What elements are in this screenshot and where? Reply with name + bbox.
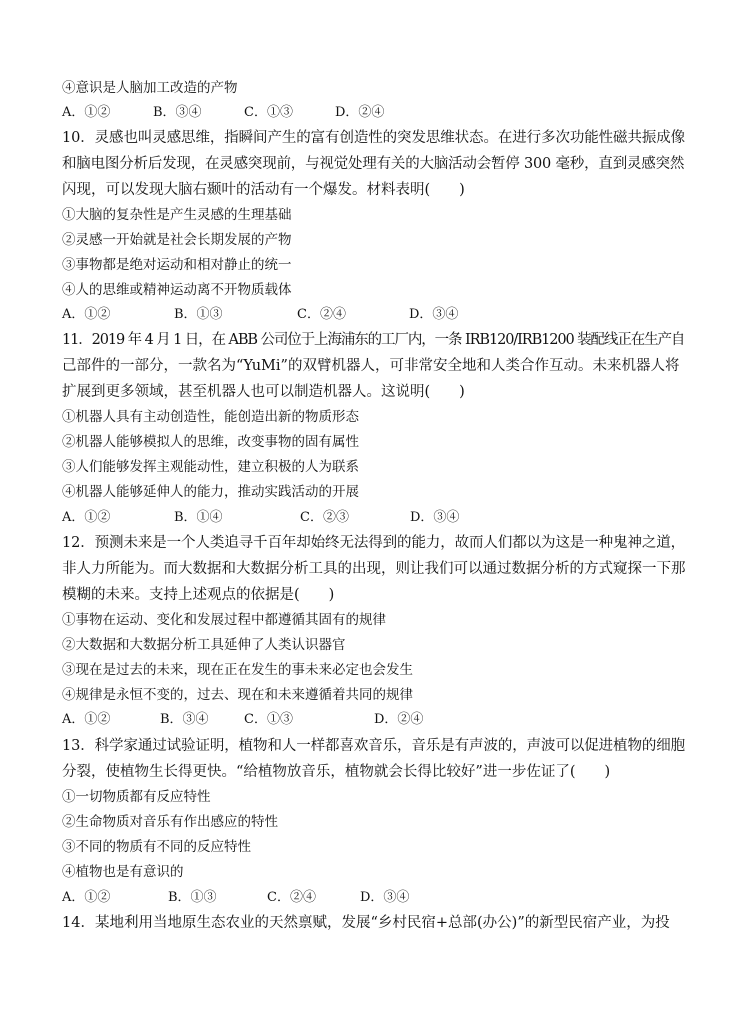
q9-option-c: C．①③	[244, 105, 293, 120]
q10-item-4: ④人的思维或精神运动离不开物质载体	[62, 282, 292, 298]
q14-stem-line-1: 14．某地利用当地原生态农业的天然禀赋，发展“乡村民宿+总部(办公)”的新型民宿产业，为投	[62, 915, 670, 931]
q9-option-b: B．③④	[153, 105, 202, 120]
q12-stem-line-1: 12．预测未来是一个人类追寻千百年却始终无法得到的能力，故而人们都以为这是一种鬼神之道，	[62, 535, 686, 551]
q12-option-a: A．①②	[62, 712, 111, 727]
q11-option-d: D．③④	[410, 510, 460, 525]
q13-item-3: ③不同的物质有不同的反应特性	[62, 839, 251, 855]
q11-stem-line-3: 扩展到更多领域，甚至机器人也可以制造机器人。这说明( )	[62, 384, 465, 400]
q13-option-c: C．②④	[267, 890, 316, 905]
q9-option-a: A．①②	[62, 105, 111, 120]
q11-item-1: ①机器人具有主动创造性，能创造出新的物质形态	[62, 409, 359, 425]
q11-option-a: A．①②	[62, 510, 111, 525]
q13-stem-line-1: 13．科学家通过试验证明，植物和人一样都喜欢音乐，音乐是有声波的，声波可以促进植物的细胞	[62, 738, 686, 754]
q10-option-b: B．①③	[174, 307, 223, 322]
q10-stem-line-1: 10．灵感也叫灵感思维，指瞬间产生的富有创造性的突发思维状态。在进行多次功能性磁共振成像	[62, 130, 686, 146]
q11-item-4: ④机器人能够延伸人的能力，推动实践活动的开展	[62, 484, 359, 500]
q10-stem-line-2: 和脑电图分析后发现，在灵感突现前，与视觉处理有关的大脑活动会暂停 300 毫秒，直到灵感突然	[62, 156, 685, 172]
q11-stem-line-2: 己部件的一部分，一款名为“YuMi”的双臂机器人，可非常安全地和人类合作互动。未来机器人将	[62, 358, 680, 374]
q13-item-4: ④植物也是有意识的	[62, 864, 184, 880]
q12-item-1: ①事物在运动、变化和发展过程中都遵循其固有的规律	[62, 612, 386, 628]
q12-item-4: ④规律是永恒不变的，过去、现在和未来遵循着共同的规律	[62, 687, 413, 703]
q11-option-b: B．①④	[174, 510, 223, 525]
q12-option-d: D．②④	[374, 712, 424, 727]
q11-item-3: ③人们能够发挥主观能动性，建立积极的人为联系	[62, 459, 359, 475]
q10-item-3: ③事物都是绝对运动和相对静止的统一	[62, 257, 292, 273]
q12-stem-line-2: 非人力所能为。而大数据和大数据分析工具的出现，则让我们可以通过数据分析的方式窥探一下那	[62, 561, 686, 577]
q13-item-2: ②生命物质对音乐有作出感应的特性	[62, 814, 278, 830]
q10-stem-line-3: 闪现，可以发现大脑右颞叶的活动有一个爆发。材料表明( )	[62, 182, 465, 198]
q9-option-d: D．②④	[335, 105, 385, 120]
q10-item-2: ②灵感一开始就是社会长期发展的产物	[62, 232, 292, 248]
q13-option-a: A．①②	[62, 890, 111, 905]
q13-option-d: D．③④	[360, 890, 410, 905]
q11-item-2: ②机器人能够模拟人的思维，改变事物的固有属性	[62, 434, 359, 450]
q10-option-d: D．③④	[409, 307, 459, 322]
q10-option-a: A．①②	[62, 307, 111, 322]
q11-stem-line-1: 11．2019 年 4 月 1 日，在 ABB 公司位于上海浦东的工厂内，一条 IRB120/IRB1200 装配线正在生产自	[62, 332, 685, 348]
q10-option-c: C．②④	[297, 307, 346, 322]
q12-option-b: B．③④	[160, 712, 209, 727]
q13-option-b: B．①③	[168, 890, 217, 905]
q13-item-1: ①一切物质都有反应特性	[62, 789, 211, 805]
q10-item-1: ①大脑的复杂性是产生灵感的生理基础	[62, 207, 292, 223]
q12-item-3: ③现在是过去的未来，现在正在发生的事未来必定也会发生	[62, 662, 413, 678]
q12-item-2: ②大数据和大数据分析工具延伸了人类认识器官	[62, 637, 346, 653]
q11-option-c: C．②③	[300, 510, 349, 525]
q12-stem-line-3: 模糊的未来。支持上述观点的依据是( )	[62, 587, 335, 603]
q13-stem-line-2: 分裂，使植物生长得更快。“给植物放音乐，植物就会长得比较好”进一步佐证了( )	[62, 764, 611, 780]
q12-option-c: C．①③	[244, 712, 293, 727]
q9-item-4: ④意识是人脑加工改造的产物	[62, 80, 238, 96]
